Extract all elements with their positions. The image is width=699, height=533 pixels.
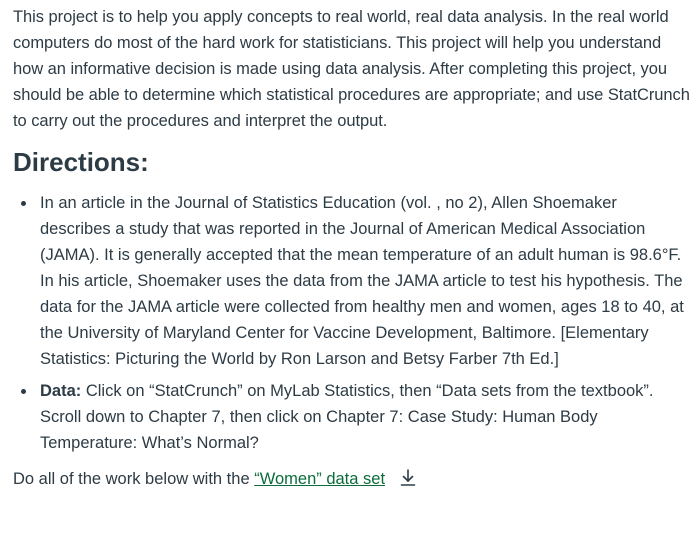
final-prefix: Do all of the work below with the	[13, 470, 255, 488]
download-icon[interactable]	[400, 469, 416, 487]
bullet-icon	[21, 389, 26, 394]
article-description: In an article in the Journal of Statistics Education (vol. , no 2), Allen Shoemaker describes a study that was reported in the Journal of American Medical Association (JAMA). It is generally accepted that the mean temperature of an adult human is 98.6°F. In his article, Shoemaker uses the data from the JAMA article to test his hypothesis. The data for the JAMA article were collected from healthy men and women, ages 18 to 40, at the University of Maryland Center for Vaccine Development, Baltimore. [Elementary Statistics: Picturing the World by Ron Larson and Betsy Farber 7th Ed.]	[40, 194, 684, 368]
directions-heading: Directions:	[13, 147, 149, 177]
bullet-icon	[21, 201, 26, 206]
list-item	[40, 378, 691, 456]
final-instruction	[13, 466, 691, 492]
intro-paragraph: This project is to help you apply concepts to real world, real data analysis. In the real world computers do most of the hard work for statisticians. This project will help you understand how an informative decision is made using data analysis. After completing this project, you should be able to determine which statistical procedures are appropriate; and use StatCrunch to carry out the procedures and interpret the output.	[13, 8, 690, 130]
data-instructions: Click on “StatCrunch” on MyLab Statistics, then “Data sets from the textbook”. Scroll down to Chapter 7, then click on Chapter 7: Case Study: Human Body Temperature: What’s Normal?	[40, 382, 654, 452]
list-item	[40, 190, 691, 372]
women-data-set-link[interactable]: “Women” data set	[254, 470, 386, 488]
directions-list	[13, 190, 691, 456]
data-label: Data:	[40, 382, 82, 400]
